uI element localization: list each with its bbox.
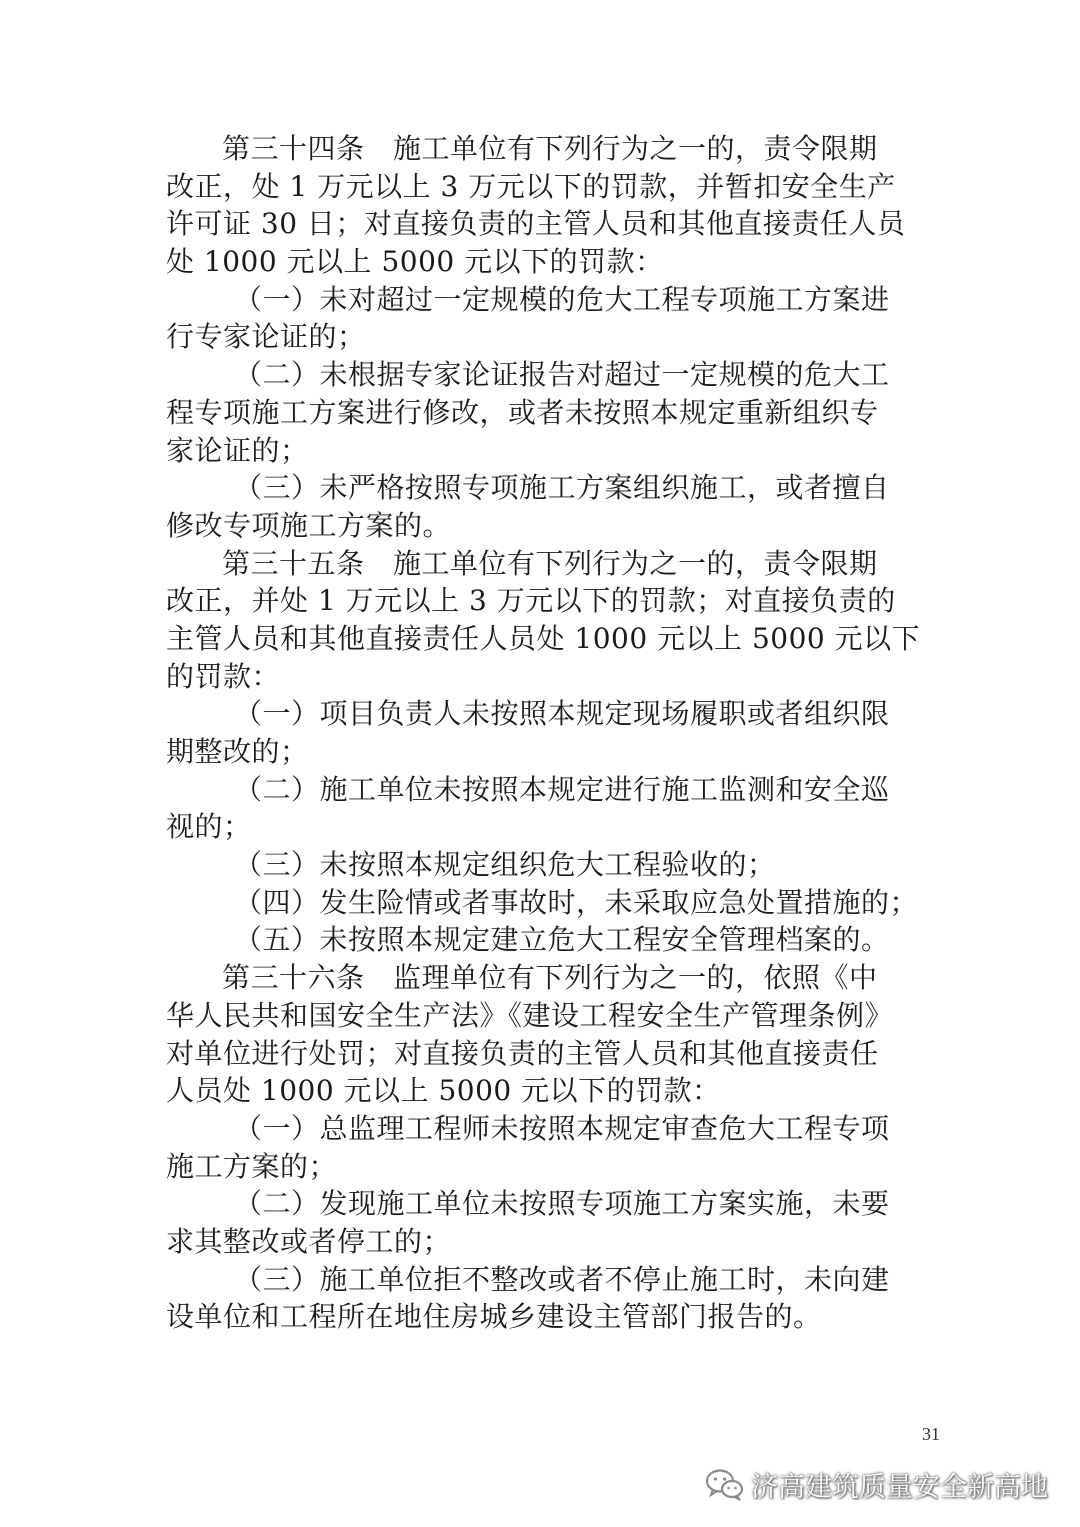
text-line: 修改专项施工方案的。 xyxy=(166,508,452,542)
text-line: （四）发生险情或者事故时，未采取应急处置措施的； xyxy=(234,885,919,919)
text-line: 施工方案的； xyxy=(166,1149,338,1183)
text-line: （三）未严格按照专项施工方案组织施工，或者擅自 xyxy=(234,471,890,505)
text-line: （五）未按照本规定建立危大工程安全管理档案的。 xyxy=(234,923,890,957)
text-line: 处 1000 元以上 5000 元以下的罚款： xyxy=(166,245,664,279)
watermark-text: 济高建筑质量安全新高地 xyxy=(751,1472,1048,1503)
text-line: 的罚款： xyxy=(166,659,281,693)
text-line: 设单位和工程所在地住房城乡建设主管部门报告的。 xyxy=(166,1300,822,1334)
text-line: 视的； xyxy=(166,810,252,844)
text-line: 第三十六条 监理单位有下列行为之一的，依照《中 xyxy=(222,961,878,995)
text-line: 期整改的； xyxy=(166,735,309,768)
text-line: 改正，处 1 万元以上 3 万元以下的罚款，并暂扣安全生产 xyxy=(166,169,896,203)
text-line: （一）未对超过一定规模的危大工程专项施工方案进 xyxy=(234,282,890,316)
text-line: （三）施工单位拒不整改或者不停止施工时，未向建 xyxy=(234,1262,890,1296)
wechat-icon xyxy=(705,1468,745,1502)
text-line: 人员处 1000 元以上 5000 元以下的罚款： xyxy=(166,1074,721,1108)
text-line: （二）发现施工单位未按照专项施工方案实施，未要 xyxy=(234,1187,890,1221)
text-line: 家论证的； xyxy=(166,433,309,467)
text-line: （二）施工单位未按照本规定进行施工监测和安全巡 xyxy=(234,772,890,806)
text-line: （一）总监理工程师未按照本规定审查危大工程专项 xyxy=(234,1111,890,1145)
text-line: 对单位进行处罚；对直接负责的主管人员和其他直接责任 xyxy=(166,1036,879,1070)
page-number: 31 xyxy=(922,1424,940,1444)
text-line: （一）项目负责人未按照本规定现场履职或者组织限 xyxy=(234,697,890,731)
text-line: （三）未按照本规定组织危大工程验收的； xyxy=(234,848,776,882)
text-line: 求其整改或者停工的； xyxy=(166,1224,452,1258)
text-line: 主管人员和其他直接责任人员处 1000 元以上 5000 元以下 xyxy=(166,621,921,655)
text-line: 第三十五条 施工单位有下列行为之一的，责令限期 xyxy=(222,546,878,580)
text-line: 程专项施工方案进行修改，或者未按照本规定重新组织专 xyxy=(166,395,879,429)
text-line: 华人民共和国安全生产法》《建设工程安全生产管理条例》 xyxy=(166,998,894,1032)
document-body xyxy=(166,130,926,1336)
text-line: 行专家论证的； xyxy=(166,320,366,354)
text-line: 改正，并处 1 万元以上 3 万元以下的罚款；对直接负责的 xyxy=(166,584,896,618)
text-line: （二）未根据专家论证报告对超过一定规模的危大工 xyxy=(234,358,890,392)
watermark xyxy=(705,1465,1048,1504)
text-line: 许可证 30 日；对直接负责的主管人员和其他直接责任人员 xyxy=(166,207,906,241)
text-line: 第三十四条 施工单位有下列行为之一的，责令限期 xyxy=(222,132,878,165)
